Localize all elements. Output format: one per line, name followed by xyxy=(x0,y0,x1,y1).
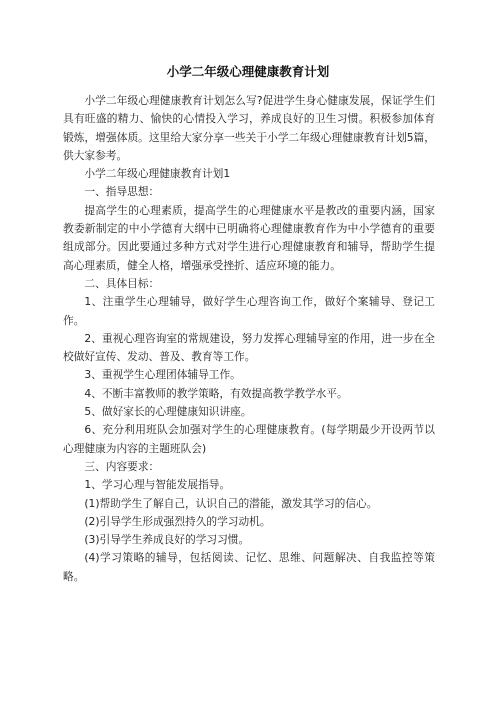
guiding-idea-paragraph: 提高学生的心理素质，提高学生的心理健康水平是教改的重要内涵，国家教委新制定的中小学德育大纲中已明确将心理健康教育作为中小学德育的重要组成部分。因此要通过多种方式对学生进行心理健康教育和辅导，帮助学生提高心理素质，健全人格，增强承受挫折、适应环境的能力。 xyxy=(63,203,435,272)
goal-item: 4、不断丰富教师的教学策略，有效提高教学教学水平。 xyxy=(84,386,348,400)
section-heading-guiding-idea: 一、指导思想： xyxy=(84,185,160,199)
requirement-subitem: (2)引导学生形成强烈持久的学习动机。 xyxy=(84,514,271,528)
goal-item: 1、注重学生心理辅导，做好学生心理咨询工作，做好个案辅导、登记工作。 xyxy=(63,295,435,327)
intro-paragraph: 小学二年级心理健康教育计划怎么写?促进学生身心健康发展，保证学生们具有旺盛的精力、愉快的心情投入学习，养成良好的卫生习惯。积极参加体育锻炼，增强体质。这里给大家分享一些关于小学二年级心理健康教育计划5篇，供大家参考。 xyxy=(63,94,435,162)
section-heading-goals: 二、具体目标： xyxy=(84,276,160,290)
document-body xyxy=(63,92,435,586)
goal-item: 5、做好家长的心理健康知识讲座。 xyxy=(84,405,252,419)
goal-item: 2、重视心理咨询室的常规建设，努力发挥心理辅导室的作用，进一步在全校做好宣传、发动、普及、教育等工作。 xyxy=(63,331,435,364)
section-heading-requirements: 三、内容要求： xyxy=(84,459,160,473)
requirement-subitem: (3)引导学生养成良好的学习习惯。 xyxy=(84,533,250,547)
goal-item: 3、重视学生心理团体辅导工作。 xyxy=(84,368,241,382)
document-title: 小学二年级心理健康教育计划 xyxy=(166,64,330,79)
goal-item: 6、充分利用班队会加强对学生的心理健康教育。(每学期最少开设两节以心理健康为内容的主题班队会) xyxy=(63,423,435,455)
requirement-item: 1、学习心理与智能发展指导。 xyxy=(84,478,231,492)
plan-heading: 小学二年级心理健康教育计划1 xyxy=(84,167,231,181)
requirement-subitem: (1)帮助学生了解自己，认识自己的潜能，激发其学习的信心。 xyxy=(84,496,378,510)
requirement-subitem: (4)学习策略的辅导，包括阅读、记忆、思维、问题解决、自我监控等策略。 xyxy=(63,551,435,583)
